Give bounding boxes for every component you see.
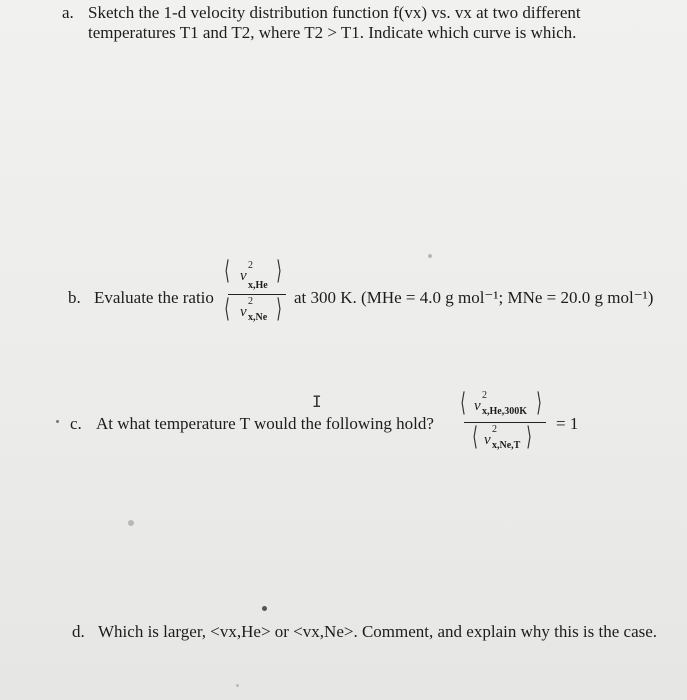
square-exponent: 2 — [492, 424, 497, 435]
part-b-prefix: Evaluate the ratio — [94, 288, 214, 307]
paper-speck — [428, 254, 432, 258]
right-angle-bracket: ⟩ — [276, 256, 282, 286]
velocity-symbol: v — [474, 398, 481, 414]
part-a-label: a. — [62, 3, 74, 22]
left-angle-bracket: ⟨ — [224, 294, 230, 324]
square-exponent: 2 — [248, 260, 253, 271]
numerator-subscript: x,He,300K — [482, 406, 527, 417]
square-exponent: 2 — [248, 296, 253, 307]
paper-speck — [236, 684, 239, 687]
numerator-subscript: x,He — [248, 280, 268, 291]
part-c-ratio — [462, 386, 550, 456]
paper-speck — [262, 606, 267, 611]
right-angle-bracket: ⟩ — [526, 422, 532, 452]
left-angle-bracket: ⟨ — [472, 422, 478, 452]
right-angle-bracket: ⟩ — [536, 388, 542, 418]
denominator-subscript: x,Ne,T — [492, 440, 521, 451]
text-cursor-icon: I — [312, 392, 322, 411]
part-b-ratio — [226, 254, 290, 326]
part-b-label: b. — [68, 288, 81, 307]
part-c-label: c. — [70, 414, 82, 433]
part-a-line1: Sketch the 1-d velocity distribution function f(vx) vs. vx at two different — [88, 3, 581, 22]
right-angle-bracket: ⟩ — [276, 294, 282, 324]
left-angle-bracket: ⟨ — [460, 388, 466, 418]
part-a-line2: temperatures T1 and T2, where T2 > T1. Indicate which curve is which. — [88, 23, 577, 42]
velocity-symbol: v — [240, 304, 247, 320]
velocity-symbol: v — [484, 432, 491, 448]
left-angle-bracket: ⟨ — [224, 256, 230, 286]
part-d-label: d. — [72, 622, 85, 641]
paper-speck — [56, 420, 59, 423]
part-c-text: At what temperature T would the following hold? — [96, 414, 434, 433]
part-b-suffix: at 300 K. (MHe = 4.0 g mol⁻¹; MNe = 20.0 g mol⁻¹) — [294, 288, 654, 307]
denominator-subscript: x,Ne — [248, 312, 268, 323]
part-d-text: Which is larger, <vx,He> or <vx,Ne>. Comment, and explain why this is the case. — [98, 622, 658, 641]
part-c-rhs: = 1 — [556, 414, 579, 433]
square-exponent: 2 — [482, 390, 487, 401]
paper-speck — [128, 520, 134, 526]
velocity-symbol: v — [240, 268, 247, 284]
